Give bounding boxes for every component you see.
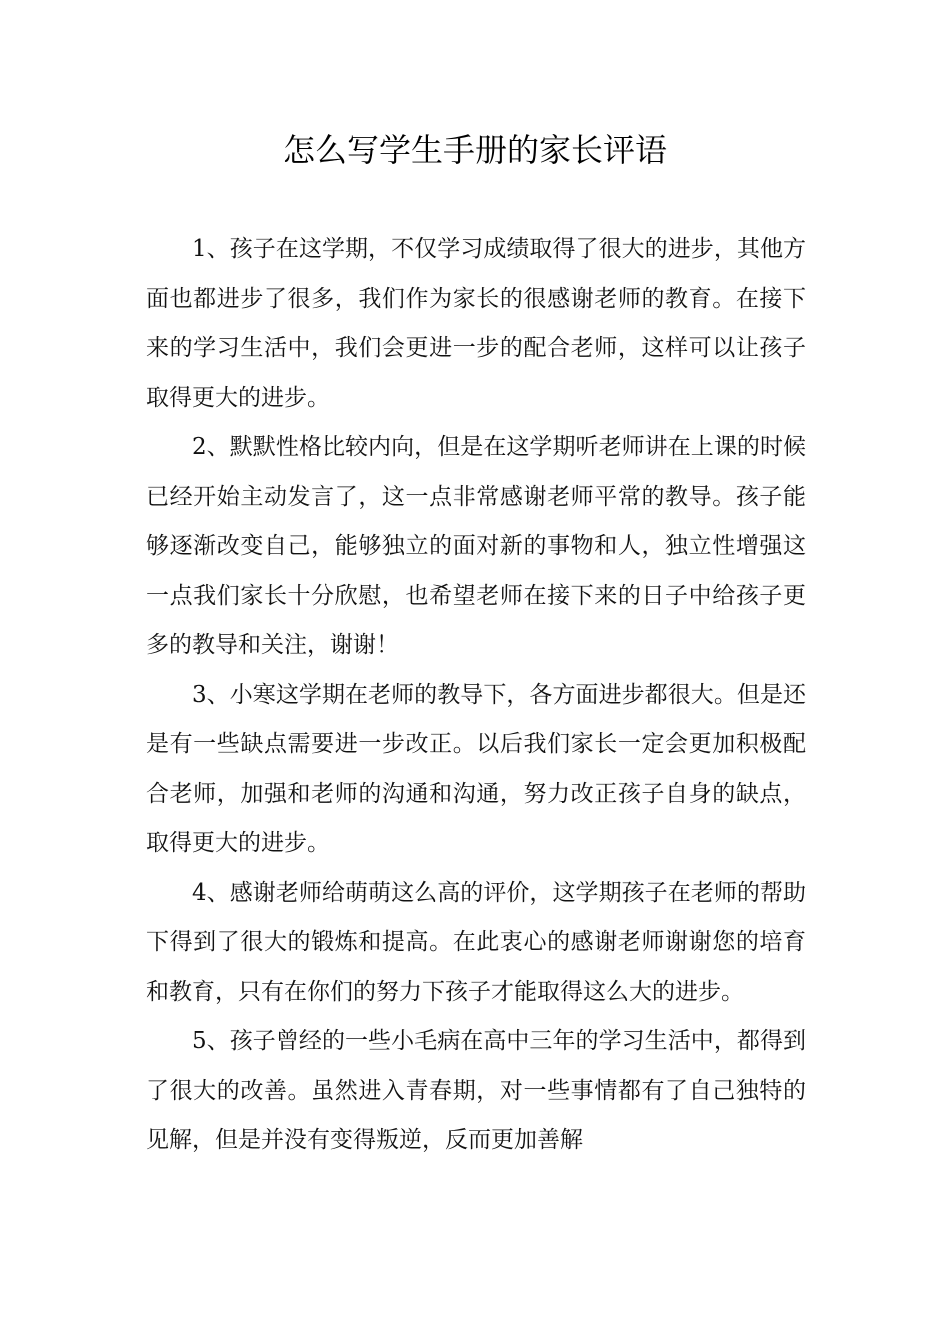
document-body: [146, 225, 806, 1166]
document-title: 怎么写学生手册的家长评语: [282, 131, 667, 169]
paragraph-3: 3、小寒这学期在老师的教导下，各方面进步都很大。但是还是有一些缺点需要进一步改正。以后我们家长一定会更加积极配合老师，加强和老师的沟通和沟通，努力改正孩子自身的缺点，取得更大的进步。: [146, 681, 806, 856]
paragraph-1: 1、孩子在这学期，不仅学习成绩取得了很大的进步，其他方面也都进步了很多，我们作为家长的很感谢老师的教育。在接下来的学习生活中，我们会更进一步的配合老师，这样可以让孩子取得更大的进步。: [146, 236, 806, 411]
paragraph-2: 2、默默性格比较内向，但是在这学期听老师讲在上课的时候已经开始主动发言了，这一点非常感谢老师平常的教导。孩子能够逐渐改变自己，能够独立的面对新的事物和人，独立性增强这一点我们家长十分欣慰，也希望老师在接下来的日子中给孩子更多的教导和关注，谢谢！: [146, 434, 806, 658]
paragraph-4: 4、感谢老师给萌萌这么高的评价，这学期孩子在老师的帮助下得到了很大的锻炼和提高。在此衷心的感谢老师谢谢您的培育和教育，只有在你们的努力下孩子才能取得这么大的进步。: [146, 879, 806, 1005]
paragraph-5: 5、孩子曾经的一些小毛病在高中三年的学习生活中，都得到了很大的改善。虽然进入青春期，对一些事情都有了自己独特的见解，但是并没有变得叛逆，反而更加善解: [146, 1028, 806, 1153]
